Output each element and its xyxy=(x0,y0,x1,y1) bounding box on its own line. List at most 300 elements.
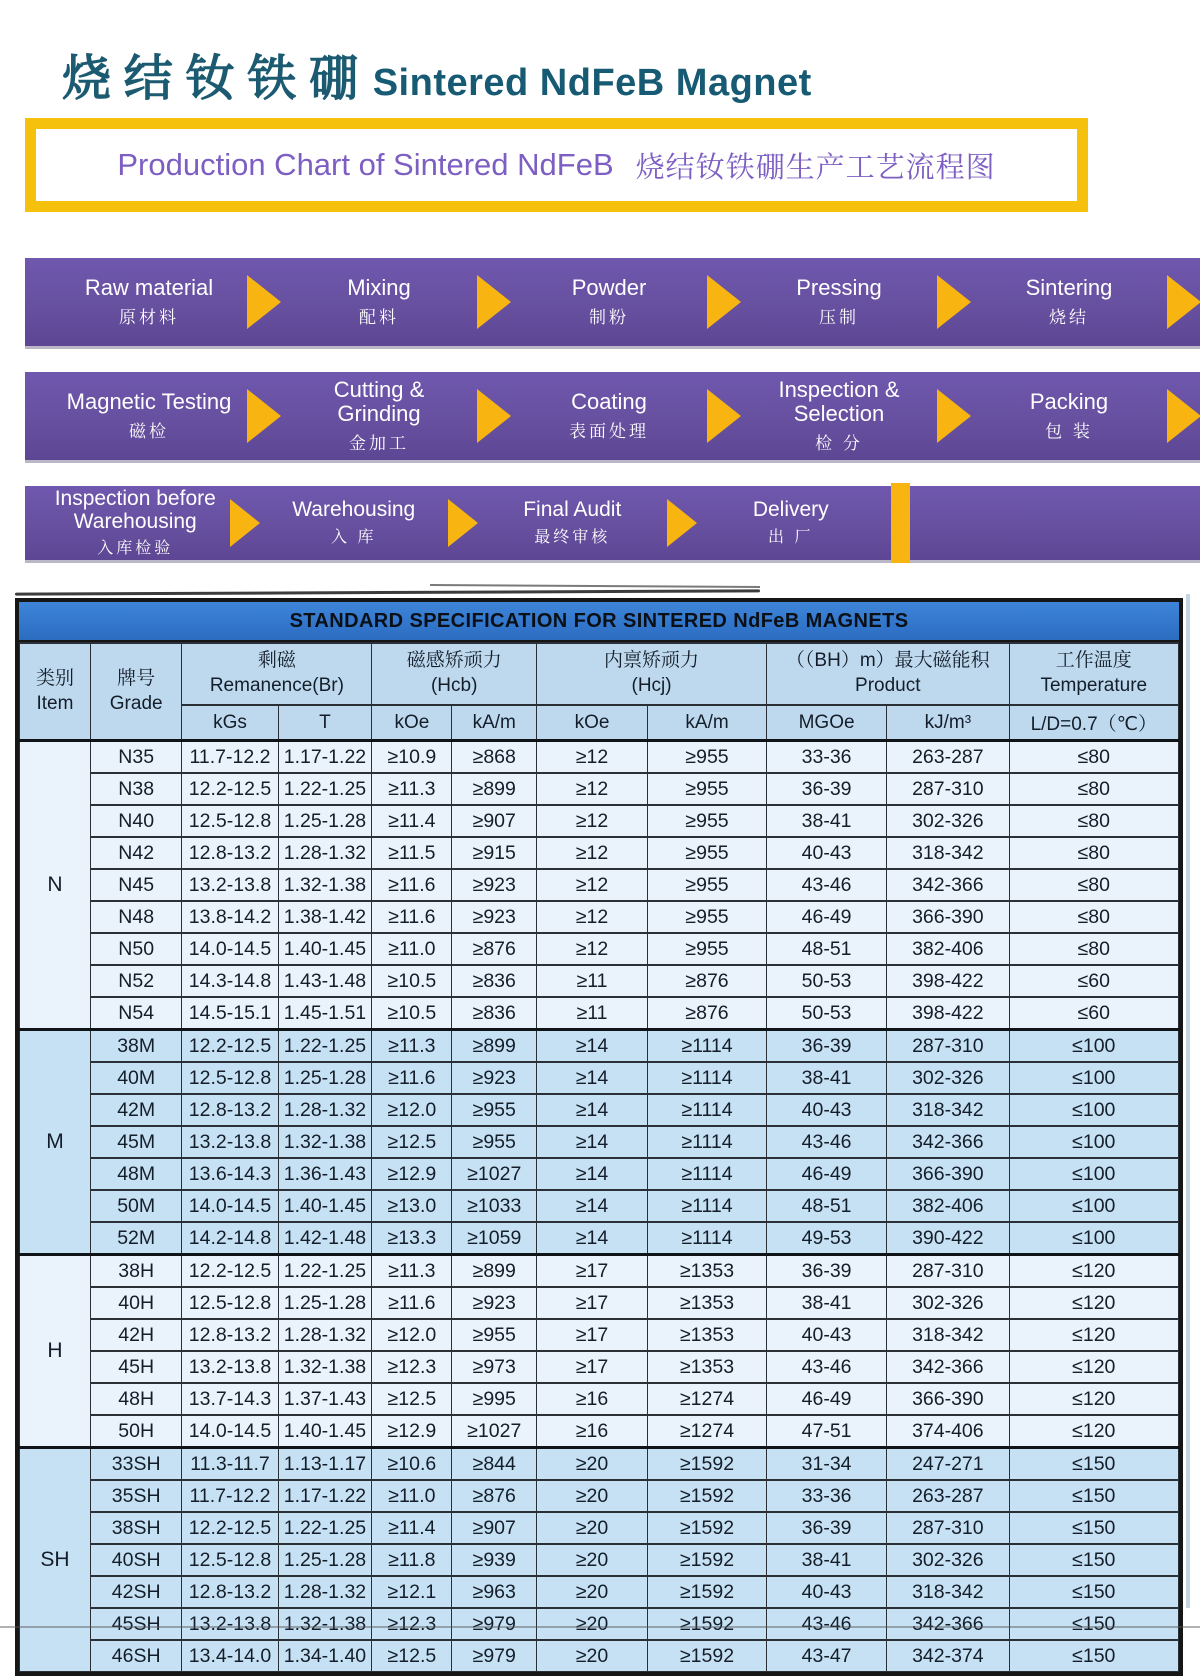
value-cell: ≤80 xyxy=(1009,837,1178,869)
scan-artifact-bottom xyxy=(0,1626,1200,1628)
table-row xyxy=(20,1158,1179,1190)
flow-step-label-en: Pressing xyxy=(796,274,882,300)
value-cell: ≤100 xyxy=(1009,1030,1178,1063)
value-cell: ≥11 xyxy=(537,965,648,997)
value-cell: 13.4-14.0 xyxy=(182,1640,278,1672)
value-cell: ≤120 xyxy=(1009,1383,1178,1415)
value-cell: 33-36 xyxy=(767,1480,887,1512)
value-cell: ≥12 xyxy=(537,805,648,837)
value-cell: ≥20 xyxy=(537,1544,648,1576)
spec-table-wrapper xyxy=(15,598,1183,1676)
grade-cell: 33SH xyxy=(90,1448,182,1481)
flow-arrow-icon xyxy=(937,275,971,329)
grade-cell: 42SH xyxy=(90,1576,182,1608)
flow-arrow-icon xyxy=(1167,389,1200,443)
grade-cell: 52M xyxy=(90,1222,182,1255)
value-cell: ≥11.8 xyxy=(372,1544,452,1576)
value-cell: ≥12.0 xyxy=(372,1094,452,1126)
value-cell: ≥11.5 xyxy=(372,837,452,869)
value-cell: ≥1592 xyxy=(648,1640,767,1672)
header-sub-cell: T xyxy=(278,705,372,741)
value-cell: ≥1033 xyxy=(452,1190,537,1222)
value-cell: ≤150 xyxy=(1009,1544,1178,1576)
flow-arrow-icon xyxy=(937,389,971,443)
flow-endcap-bar xyxy=(891,483,910,563)
table-row xyxy=(20,965,1179,997)
value-cell: ≤100 xyxy=(1009,1190,1178,1222)
value-cell: 36-39 xyxy=(767,1030,887,1063)
flow-arrow-icon xyxy=(230,499,260,547)
value-cell: ≤80 xyxy=(1009,901,1178,933)
table-row xyxy=(20,1287,1179,1319)
value-cell: ≥1274 xyxy=(648,1383,767,1415)
header-group-zh: 内禀矫顽力 xyxy=(604,650,700,672)
value-cell: 43-47 xyxy=(767,1640,887,1672)
value-cell: 302-326 xyxy=(887,1287,1009,1319)
value-cell: 40-43 xyxy=(767,1576,887,1608)
value-cell: ≥20 xyxy=(537,1448,648,1481)
value-cell: ≥1353 xyxy=(648,1287,767,1319)
value-cell: 13.2-13.8 xyxy=(182,1608,278,1640)
value-cell: 13.2-13.8 xyxy=(182,1126,278,1158)
table-row xyxy=(20,1383,1179,1415)
value-cell: ≥12 xyxy=(537,837,648,869)
grade-cell: 40M xyxy=(90,1062,182,1094)
value-cell: 318-342 xyxy=(887,1576,1009,1608)
value-cell: 40-43 xyxy=(767,1094,887,1126)
value-cell: 1.36-1.43 xyxy=(278,1158,372,1190)
scan-artifact-line xyxy=(15,589,760,595)
value-cell: 12.5-12.8 xyxy=(182,1062,278,1094)
table-row xyxy=(20,1480,1179,1512)
value-cell: ≥1114 xyxy=(648,1158,767,1190)
flow-step xyxy=(745,276,933,328)
flow-step-label-zh: 烧结 xyxy=(1049,308,1089,328)
value-cell: 1.25-1.28 xyxy=(278,1287,372,1319)
value-cell: ≥12.5 xyxy=(372,1126,452,1158)
header-sub-cell: kOe xyxy=(537,705,648,741)
production-chart-banner xyxy=(25,118,1088,212)
value-cell: ≤120 xyxy=(1009,1351,1178,1383)
flow-step xyxy=(515,390,703,442)
flow-arrow-icon xyxy=(247,389,281,443)
scan-artifact-line xyxy=(430,584,760,588)
value-cell: 38-41 xyxy=(767,805,887,837)
value-cell: ≥876 xyxy=(452,933,537,965)
header-sub-cell: kOe xyxy=(372,705,452,741)
value-cell: ≥1353 xyxy=(648,1255,767,1288)
value-cell: ≥12 xyxy=(537,933,648,965)
header-group-en: Product xyxy=(855,675,921,696)
value-cell: ≥979 xyxy=(452,1608,537,1640)
flow-step xyxy=(515,276,703,328)
value-cell: ≤120 xyxy=(1009,1319,1178,1351)
header-group-zh: 牌号 xyxy=(117,667,156,689)
grade-cell: N54 xyxy=(90,997,182,1030)
header-group-cell xyxy=(767,643,1010,705)
value-cell: 13.7-14.3 xyxy=(182,1383,278,1415)
grade-cell: 35SH xyxy=(90,1480,182,1512)
value-cell: ≤150 xyxy=(1009,1608,1178,1640)
value-cell: 14.5-15.1 xyxy=(182,997,278,1030)
value-cell: ≤100 xyxy=(1009,1062,1178,1094)
table-row xyxy=(20,901,1179,933)
value-cell: ≤120 xyxy=(1009,1255,1178,1288)
value-cell: 1.43-1.48 xyxy=(278,965,372,997)
value-cell: ≥1114 xyxy=(648,1222,767,1255)
grade-cell: N52 xyxy=(90,965,182,997)
flow-step-label-zh: 金加工 xyxy=(349,434,409,454)
value-cell: 302-326 xyxy=(887,1544,1009,1576)
value-cell: 49-53 xyxy=(767,1222,887,1255)
value-cell: 1.28-1.32 xyxy=(278,837,372,869)
header-group-zh: 剩磁 xyxy=(257,650,296,672)
flow-step xyxy=(55,390,243,442)
value-cell: ≥14 xyxy=(537,1030,648,1063)
header-sub-cell: kJ/m³ xyxy=(887,705,1009,741)
value-cell: ≥939 xyxy=(452,1544,537,1576)
flow-row-2 xyxy=(25,372,1200,460)
value-cell: 33-36 xyxy=(767,741,887,774)
value-cell: ≥915 xyxy=(452,837,537,869)
value-cell: 12.2-12.5 xyxy=(182,1030,278,1063)
value-cell: 342-366 xyxy=(887,869,1009,901)
value-cell: ≥1059 xyxy=(452,1222,537,1255)
value-cell: 1.22-1.25 xyxy=(278,773,372,805)
value-cell: ≥14 xyxy=(537,1222,648,1255)
value-cell: ≥12.5 xyxy=(372,1383,452,1415)
header-group-cell xyxy=(182,643,372,705)
spec-table-title: STANDARD SPECIFICATION FOR SINTERED NdFeB MAGNETS xyxy=(19,602,1179,642)
header-sub-cell: kA/m xyxy=(452,705,537,741)
value-cell: 1.34-1.40 xyxy=(278,1640,372,1672)
value-cell: 1.25-1.28 xyxy=(278,805,372,837)
value-cell: ≥963 xyxy=(452,1576,537,1608)
header-sub-cell: kGs xyxy=(182,705,278,741)
flow-step xyxy=(482,499,663,546)
value-cell: ≥20 xyxy=(537,1576,648,1608)
scan-artifact-edge xyxy=(1186,594,1190,1608)
header-group-cell xyxy=(20,643,91,741)
value-cell: 43-46 xyxy=(767,1608,887,1640)
header-group-cell xyxy=(372,643,537,705)
value-cell: ≥12 xyxy=(537,773,648,805)
value-cell: ≥876 xyxy=(648,997,767,1030)
value-cell: 43-46 xyxy=(767,1126,887,1158)
table-row xyxy=(20,1222,1179,1255)
value-cell: 1.32-1.38 xyxy=(278,1126,372,1158)
flow-step-label-en: Delivery xyxy=(752,498,829,522)
value-cell: 287-310 xyxy=(887,1030,1009,1063)
value-cell: ≥1592 xyxy=(648,1544,767,1576)
flow-step xyxy=(55,276,243,328)
value-cell: 382-406 xyxy=(887,933,1009,965)
value-cell: ≥973 xyxy=(452,1351,537,1383)
value-cell: 50-53 xyxy=(767,997,887,1030)
value-cell: 12.8-13.2 xyxy=(182,1576,278,1608)
value-cell: ≤150 xyxy=(1009,1448,1178,1481)
value-cell: ≥11.3 xyxy=(372,1255,452,1288)
value-cell: ≥12 xyxy=(537,741,648,774)
value-cell: ≥955 xyxy=(648,773,767,805)
grade-cell: 38H xyxy=(90,1255,182,1288)
value-cell: 1.28-1.32 xyxy=(278,1576,372,1608)
value-cell: 14.3-14.8 xyxy=(182,965,278,997)
flow-step-label-en: Raw material xyxy=(84,274,214,300)
value-cell: 390-422 xyxy=(887,1222,1009,1255)
value-cell: ≥11.3 xyxy=(372,773,452,805)
value-cell: 1.28-1.32 xyxy=(278,1319,372,1351)
value-cell: ≥12 xyxy=(537,901,648,933)
value-cell: ≥20 xyxy=(537,1608,648,1640)
grade-cell: 45H xyxy=(90,1351,182,1383)
grade-cell: 42M xyxy=(90,1094,182,1126)
value-cell: ≥876 xyxy=(648,965,767,997)
page-title-en: Sintered NdFeB Magnet xyxy=(372,62,812,104)
grade-cell: 42H xyxy=(90,1319,182,1351)
value-cell: 366-390 xyxy=(887,901,1009,933)
grade-cell: N42 xyxy=(90,837,182,869)
value-cell: 48-51 xyxy=(767,1190,887,1222)
value-cell: ≥12 xyxy=(537,869,648,901)
flow-step-label-zh: 压制 xyxy=(819,308,859,328)
header-sub-cell: kA/m xyxy=(648,705,767,741)
value-cell: ≤150 xyxy=(1009,1576,1178,1608)
flow-row-1 xyxy=(25,258,1200,346)
flow-step xyxy=(45,488,226,557)
table-row xyxy=(20,997,1179,1030)
value-cell: ≥955 xyxy=(452,1319,537,1351)
value-cell: ≥923 xyxy=(452,901,537,933)
value-cell: 36-39 xyxy=(767,1512,887,1544)
page-title-zh: 烧结钕铁硼 xyxy=(62,52,371,106)
value-cell: ≥1274 xyxy=(648,1415,767,1448)
table-row xyxy=(20,837,1179,869)
value-cell: ≤100 xyxy=(1009,1126,1178,1158)
flow-step xyxy=(701,499,882,546)
table-row xyxy=(20,1640,1179,1672)
value-cell: ≤120 xyxy=(1009,1287,1178,1319)
value-cell: 1.25-1.28 xyxy=(278,1062,372,1094)
value-cell: 1.42-1.48 xyxy=(278,1222,372,1255)
value-cell: ≤80 xyxy=(1009,869,1178,901)
flow-step xyxy=(285,276,473,328)
value-cell: 48-51 xyxy=(767,933,887,965)
value-cell: 12.2-12.5 xyxy=(182,1512,278,1544)
value-cell: ≥923 xyxy=(452,1062,537,1094)
value-cell: ≥16 xyxy=(537,1415,648,1448)
grade-cell: 40SH xyxy=(90,1544,182,1576)
flow-step-label-en: Packing xyxy=(1029,388,1109,414)
value-cell: 40-43 xyxy=(767,1319,887,1351)
value-cell: ≥1027 xyxy=(452,1158,537,1190)
value-cell: ≥14 xyxy=(537,1190,648,1222)
flow-arrow-icon xyxy=(448,499,478,547)
header-group-cell xyxy=(537,643,767,705)
table-row xyxy=(20,1576,1179,1608)
value-cell: ≥955 xyxy=(648,837,767,869)
table-row xyxy=(20,1190,1179,1222)
flow-step xyxy=(975,390,1163,442)
banner-title-en: Production Chart of Sintered NdFeB xyxy=(117,147,614,182)
value-cell: 382-406 xyxy=(887,1190,1009,1222)
value-cell: ≥899 xyxy=(452,1255,537,1288)
value-cell: 12.5-12.8 xyxy=(182,1544,278,1576)
flow-step-label-zh: 磁检 xyxy=(129,422,169,442)
value-cell: 11.3-11.7 xyxy=(182,1448,278,1481)
value-cell: ≥1592 xyxy=(648,1608,767,1640)
value-cell: 12.2-12.5 xyxy=(182,1255,278,1288)
value-cell: 13.2-13.8 xyxy=(182,869,278,901)
flow-step-label-zh: 出 厂 xyxy=(768,528,814,546)
value-cell: ≥836 xyxy=(452,997,537,1030)
header-group-en: Grade xyxy=(109,692,163,714)
section-label-cell: H xyxy=(20,1255,91,1448)
value-cell: ≥11.6 xyxy=(372,901,452,933)
banner-title-zh: 烧结钕铁硼生产工艺流程图 xyxy=(635,151,996,184)
flow-step xyxy=(745,378,933,454)
value-cell: ≥1114 xyxy=(648,1126,767,1158)
flow-step-label-en: Inspection & Selection xyxy=(778,376,900,426)
value-cell: 38-41 xyxy=(767,1287,887,1319)
value-cell: 14.0-14.5 xyxy=(182,1415,278,1448)
value-cell: 1.37-1.43 xyxy=(278,1383,372,1415)
value-cell: ≥1114 xyxy=(648,1094,767,1126)
value-cell: ≥1353 xyxy=(648,1351,767,1383)
value-cell: 1.38-1.42 xyxy=(278,901,372,933)
value-cell: ≥907 xyxy=(452,1512,537,1544)
header-group-row xyxy=(20,643,1179,705)
value-cell: 12.8-13.2 xyxy=(182,1319,278,1351)
value-cell: 1.17-1.22 xyxy=(278,741,372,774)
value-cell: 38-41 xyxy=(767,1544,887,1576)
header-sub-cell: L/D=0.7（℃） xyxy=(1009,705,1178,741)
header-group-en: Temperature xyxy=(1040,675,1148,696)
grade-cell: 46SH xyxy=(90,1640,182,1672)
header-group-zh: （（BH）m）最大磁能积 xyxy=(785,650,990,672)
value-cell: ≤100 xyxy=(1009,1158,1178,1190)
header-sub-cell: MGOe xyxy=(767,705,887,741)
flow-arrow-icon xyxy=(477,275,511,329)
grade-cell: 38SH xyxy=(90,1512,182,1544)
value-cell: ≥12.3 xyxy=(372,1608,452,1640)
value-cell: ≥10.6 xyxy=(372,1448,452,1481)
grade-cell: N40 xyxy=(90,805,182,837)
value-cell: 47-51 xyxy=(767,1415,887,1448)
value-cell: ≥899 xyxy=(452,773,537,805)
value-cell: ≤150 xyxy=(1009,1512,1178,1544)
table-row xyxy=(20,1126,1179,1158)
value-cell: 342-366 xyxy=(887,1126,1009,1158)
flow-step-label-en: Sintering xyxy=(1025,274,1113,300)
value-cell: 398-422 xyxy=(887,997,1009,1030)
value-cell: 13.2-13.8 xyxy=(182,1351,278,1383)
value-cell: 14.2-14.8 xyxy=(182,1222,278,1255)
value-cell: ≥12.5 xyxy=(372,1640,452,1672)
value-cell: ≥20 xyxy=(537,1640,648,1672)
value-cell: 366-390 xyxy=(887,1383,1009,1415)
value-cell: 1.25-1.28 xyxy=(278,1544,372,1576)
value-cell: 43-46 xyxy=(767,1351,887,1383)
value-cell: 46-49 xyxy=(767,1158,887,1190)
value-cell: 1.32-1.38 xyxy=(278,1351,372,1383)
value-cell: ≥11.6 xyxy=(372,869,452,901)
table-row xyxy=(20,1415,1179,1448)
grade-cell: 50M xyxy=(90,1190,182,1222)
value-cell: 374-406 xyxy=(887,1415,1009,1448)
value-cell: 12.2-12.5 xyxy=(182,773,278,805)
value-cell: 46-49 xyxy=(767,1383,887,1415)
value-cell: ≥14 xyxy=(537,1126,648,1158)
table-row xyxy=(20,773,1179,805)
flow-row-3 xyxy=(25,486,1200,560)
value-cell: 302-326 xyxy=(887,805,1009,837)
value-cell: ≥1114 xyxy=(648,1190,767,1222)
flow-step xyxy=(285,378,473,454)
value-cell: ≥11.6 xyxy=(372,1062,452,1094)
spec-table xyxy=(19,642,1179,1672)
value-cell: ≥955 xyxy=(452,1126,537,1158)
flow-step-label-zh: 包 装 xyxy=(1045,422,1093,442)
value-cell: 46-49 xyxy=(767,901,887,933)
flow-step-label-zh: 入 库 xyxy=(331,528,377,546)
flow-step-label-en: Mixing xyxy=(347,274,411,300)
value-cell: 1.32-1.38 xyxy=(278,1608,372,1640)
value-cell: ≥14 xyxy=(537,1062,648,1094)
value-cell: ≥20 xyxy=(537,1480,648,1512)
value-cell: ≥12.9 xyxy=(372,1415,452,1448)
value-cell: ≥11.0 xyxy=(372,1480,452,1512)
flow-step-label-zh: 表面处理 xyxy=(569,422,649,442)
value-cell: 1.40-1.45 xyxy=(278,1415,372,1448)
value-cell: ≤80 xyxy=(1009,933,1178,965)
table-row xyxy=(20,741,1179,774)
flow-arrow-icon xyxy=(707,389,741,443)
flow-step-label-en: Coating xyxy=(571,388,647,414)
value-cell: 263-287 xyxy=(887,1480,1009,1512)
section-label-cell: SH xyxy=(20,1448,91,1672)
flow-step-label-zh: 检 分 xyxy=(815,434,863,454)
value-cell: 12.8-13.2 xyxy=(182,837,278,869)
grade-cell: 40H xyxy=(90,1287,182,1319)
value-cell: ≥11.3 xyxy=(372,1030,452,1063)
grade-cell: 38M xyxy=(90,1030,182,1063)
value-cell: ≥10.5 xyxy=(372,965,452,997)
section-label-cell: M xyxy=(20,1030,91,1255)
value-cell: 366-390 xyxy=(887,1158,1009,1190)
value-cell: ≤60 xyxy=(1009,965,1178,997)
table-row xyxy=(20,933,1179,965)
value-cell: 398-422 xyxy=(887,965,1009,997)
value-cell: 1.13-1.17 xyxy=(278,1448,372,1481)
value-cell: 38-41 xyxy=(767,1062,887,1094)
value-cell: ≥12.9 xyxy=(372,1158,452,1190)
value-cell: 247-271 xyxy=(887,1448,1009,1481)
flow-arrow-icon xyxy=(247,275,281,329)
value-cell: ≥10.5 xyxy=(372,997,452,1030)
flow-arrow-icon xyxy=(477,389,511,443)
table-row xyxy=(20,1255,1179,1288)
table-row xyxy=(20,805,1179,837)
value-cell: ≥14 xyxy=(537,1158,648,1190)
value-cell: 1.28-1.32 xyxy=(278,1094,372,1126)
value-cell: 36-39 xyxy=(767,1255,887,1288)
header-group-cell xyxy=(1009,643,1178,705)
grade-cell: 50H xyxy=(90,1415,182,1448)
value-cell: 1.22-1.25 xyxy=(278,1255,372,1288)
header-group-en: (Hcb) xyxy=(430,675,478,696)
value-cell: 14.0-14.5 xyxy=(182,1190,278,1222)
